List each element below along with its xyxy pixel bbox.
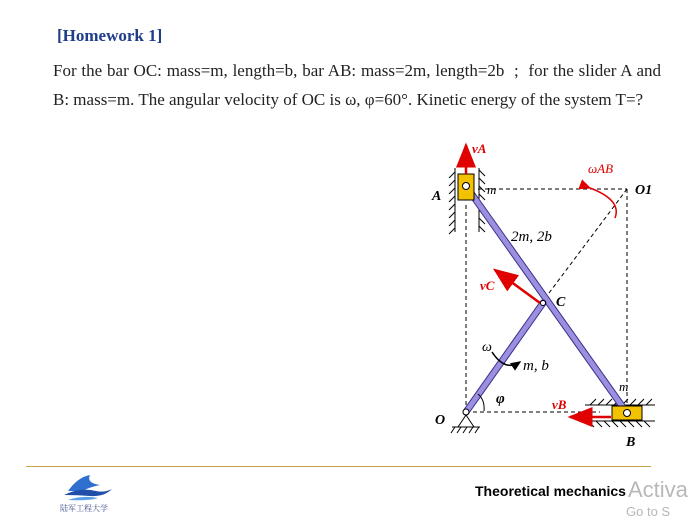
label-omega-ab: ωAB bbox=[588, 161, 614, 176]
label-b: B bbox=[626, 435, 636, 450]
homework-title: [Homework 1] bbox=[57, 26, 163, 45]
label-mass-b: m bbox=[619, 379, 629, 394]
label-vb: vB bbox=[552, 397, 567, 412]
footer-divider bbox=[26, 466, 651, 467]
school-name: 陆军工程大学 bbox=[60, 504, 108, 513]
label-vc: vC bbox=[480, 278, 495, 293]
label-va: vA bbox=[472, 141, 487, 156]
label-bar-oc: m, b bbox=[523, 358, 549, 374]
label-o: O bbox=[435, 413, 446, 428]
pin-c bbox=[541, 301, 546, 306]
problem-statement: For the bar OC: mass=m, length=b, bar AB: mass=2m, length=2b ; for the slider A and B: mass=m. The angular velocity of OC is ω, φ=60°. Kinetic energy of the system T=? bbox=[53, 61, 666, 109]
label-bar-ab: 2m, 2b bbox=[511, 229, 552, 245]
label-omega: ω bbox=[482, 340, 492, 355]
activation-watermark-sub: Go to S bbox=[626, 504, 671, 519]
pin-b bbox=[624, 410, 631, 417]
support-o bbox=[451, 409, 480, 433]
label-o1: O1 bbox=[635, 183, 653, 198]
arc-omega-ab bbox=[590, 188, 616, 218]
label-a: A bbox=[432, 189, 442, 204]
activation-watermark: Activa bbox=[628, 477, 688, 502]
label-c: C bbox=[556, 295, 566, 310]
university-logo-icon bbox=[60, 473, 120, 503]
course-title: Theoretical mechanics bbox=[475, 483, 626, 499]
label-mass-a: m bbox=[487, 182, 497, 197]
label-phi: φ bbox=[496, 391, 505, 407]
pin-a bbox=[463, 183, 470, 190]
